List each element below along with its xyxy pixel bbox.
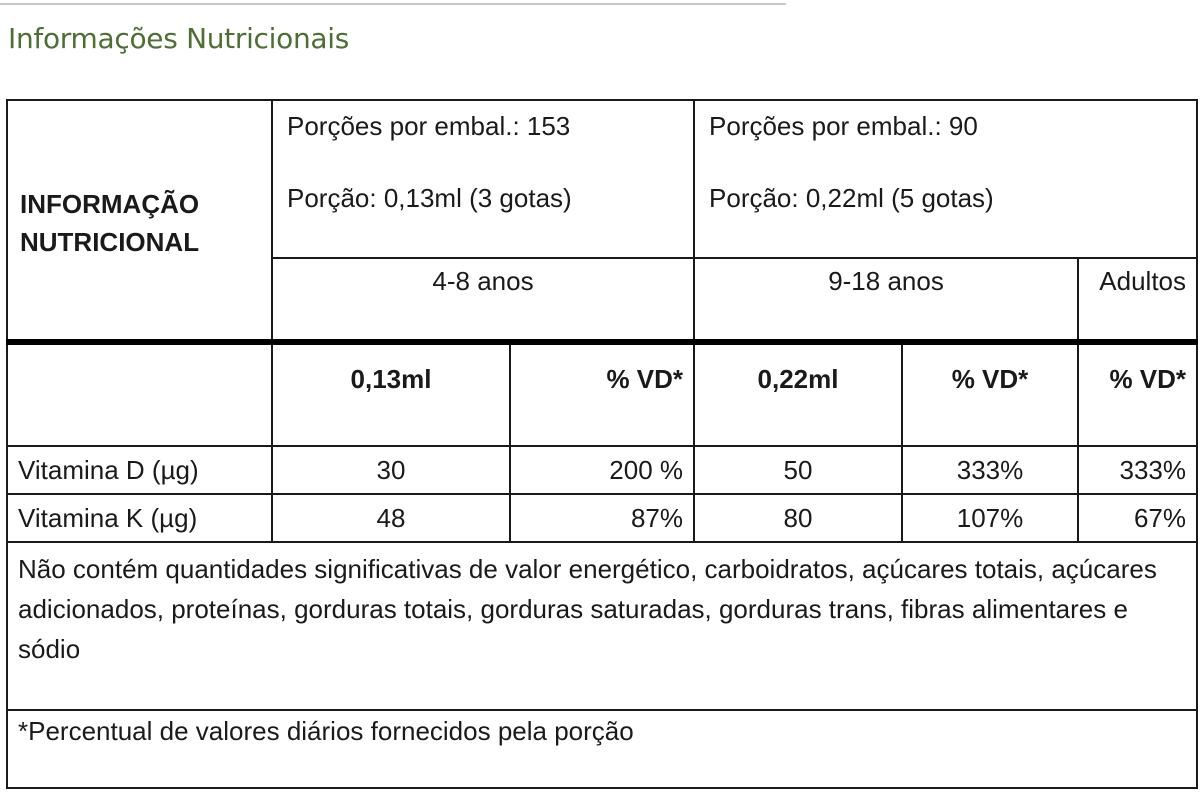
table-row: [7, 494, 1197, 542]
group2-vd-header: % VD*: [902, 342, 1078, 446]
footnote: *Percentual de valores diários fornecidos pela porção: [7, 710, 1197, 788]
age-group-adults: Adultos: [1078, 258, 1197, 342]
group1-vd: 87%: [510, 494, 694, 542]
age-group-9-18: 9-18 anos: [694, 258, 1078, 342]
header-row-units: [7, 342, 1197, 446]
group2-vd: 333%: [902, 446, 1078, 494]
top-divider: [0, 3, 786, 5]
group2-porcoes: Porções por embal.: 90: [709, 111, 978, 141]
table-title-line1: INFORMAÇÃO: [20, 189, 200, 219]
group1-porcoes: Porções por embal.: 153: [287, 111, 571, 141]
group2-portion-cell: [694, 100, 1197, 258]
footnote-row: [7, 710, 1197, 788]
age-group-4-8: 4-8 anos: [272, 258, 694, 342]
empty-header-cell: [7, 342, 272, 446]
group1-amount: 30: [272, 446, 510, 494]
table-title-line2: NUTRICIONAL: [20, 227, 200, 257]
group2-amount: 50: [694, 446, 902, 494]
group2-amount-header: 0,22ml: [694, 342, 902, 446]
group1-portion-cell: [272, 100, 694, 258]
group2-porcao: Porção: 0,22ml (5 gotas): [709, 183, 994, 213]
table-row: [7, 446, 1197, 494]
group1-vd: 200 %: [510, 446, 694, 494]
group1-vd-header: % VD*: [510, 342, 694, 446]
group1-amount: 48: [272, 494, 510, 542]
group3-vd: 67%: [1078, 494, 1197, 542]
group2-vd: 107%: [902, 494, 1078, 542]
group3-vd-header: % VD*: [1078, 342, 1197, 446]
nutrient-label: Vitamina D (µg): [7, 446, 272, 494]
nutrient-label: Vitamina K (µg): [7, 494, 272, 542]
table-title-cell: [7, 100, 272, 342]
nutrition-table: [6, 99, 1198, 789]
group1-amount-header: 0,13ml: [272, 342, 510, 446]
group3-vd: 333%: [1078, 446, 1197, 494]
group2-amount: 80: [694, 494, 902, 542]
nutrient-note: Não contém quantidades significativas de valor energético, carboidratos, açúcares totais, açúcares adicionados, proteínas, gorduras totais, gorduras saturadas, gorduras trans, fibras alimentares e sódio: [7, 542, 1197, 710]
header-row-portions: [7, 100, 1197, 258]
group1-porcao: Porção: 0,13ml (3 gotas): [287, 183, 572, 213]
section-title: Informações Nutricionais: [8, 22, 350, 55]
note-row: [7, 542, 1197, 710]
